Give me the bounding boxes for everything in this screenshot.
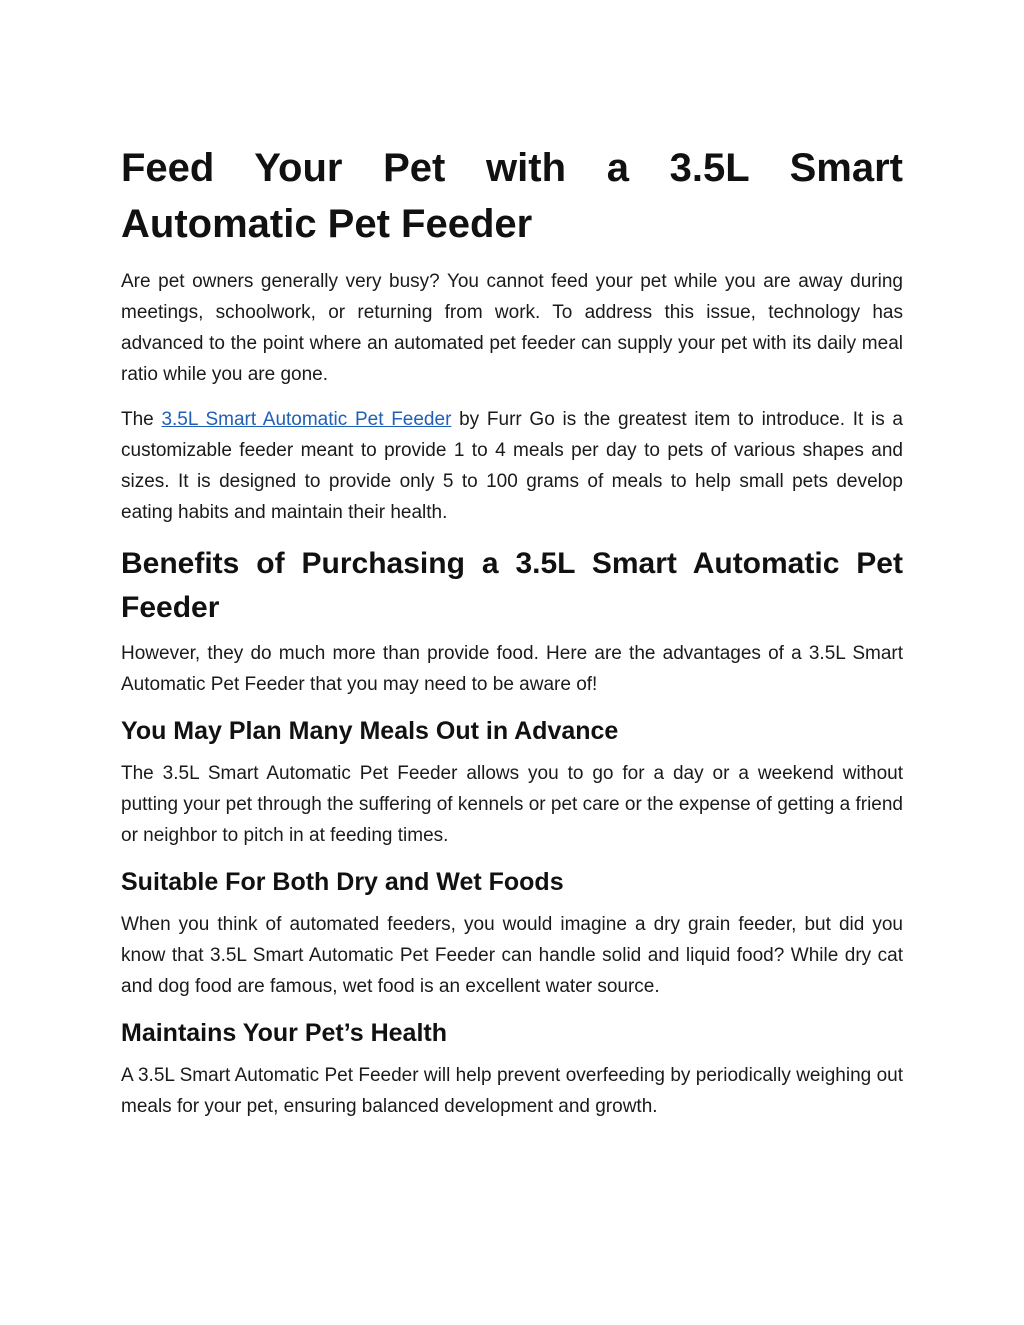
section-body-dry-wet-foods: When you think of automated feeders, you would imagine a dry grain feeder, but did you know that 3.5L Smart Automatic Pet Feeder can handle solid and liquid food? While dry cat and dog food are famous, wet food is an excellent water source.	[121, 914, 903, 997]
intro-paragraph: Are pet owners generally very busy? You cannot feed your pet while you are away during meetings, schoolwork, or returning from work. To address this issue, technology has advanced to the point where an automated pet feeder can supply your pet with its daily meal ratio while you are gone.	[121, 271, 903, 385]
benefits-intro-paragraph: However, they do much more than provide food. Here are the advantages of a 3.5L Smart Automatic Pet Feeder that you may need to be aware of!	[121, 643, 903, 695]
document-page	[121, 140, 903, 1136]
product-paragraph	[121, 404, 903, 528]
section-heading-dry-wet-foods: Suitable For Both Dry and Wet Foods	[121, 868, 564, 896]
product-link[interactable]: 3.5L Smart Automatic Pet Feeder	[161, 409, 452, 430]
product-paragraph-suffix: by Furr Go is the greatest item to introduce. It is a customizable feeder meant to provide 1 to 4 meals per day to pets of various shapes and sizes. It is designed to provide only 5 to 100 grams of meals to help small pets develop eating habits and maintain their health.	[121, 409, 903, 523]
product-paragraph-prefix: The	[121, 409, 162, 430]
section-body-plan-meals: The 3.5L Smart Automatic Pet Feeder allows you to go for a day or a weekend without putting your pet through the suffering of kennels or pet care or the expense of getting a friend or neighbor to pitch in at feeding times.	[121, 763, 903, 846]
page-title: Feed Your Pet with a 3.5L Smart Automatic Pet Feeder	[121, 146, 903, 246]
section-heading-plan-meals: You May Plan Many Meals Out in Advance	[121, 717, 619, 745]
section-heading-pet-health: Maintains Your Pet’s Health	[121, 1019, 448, 1047]
section-body-pet-health: A 3.5L Smart Automatic Pet Feeder will help prevent overfeeding by periodically weighing out meals for your pet, ensuring balanced development and growth.	[121, 1065, 903, 1117]
benefits-heading: Benefits of Purchasing a 3.5L Smart Automatic Pet Feeder	[121, 547, 903, 624]
